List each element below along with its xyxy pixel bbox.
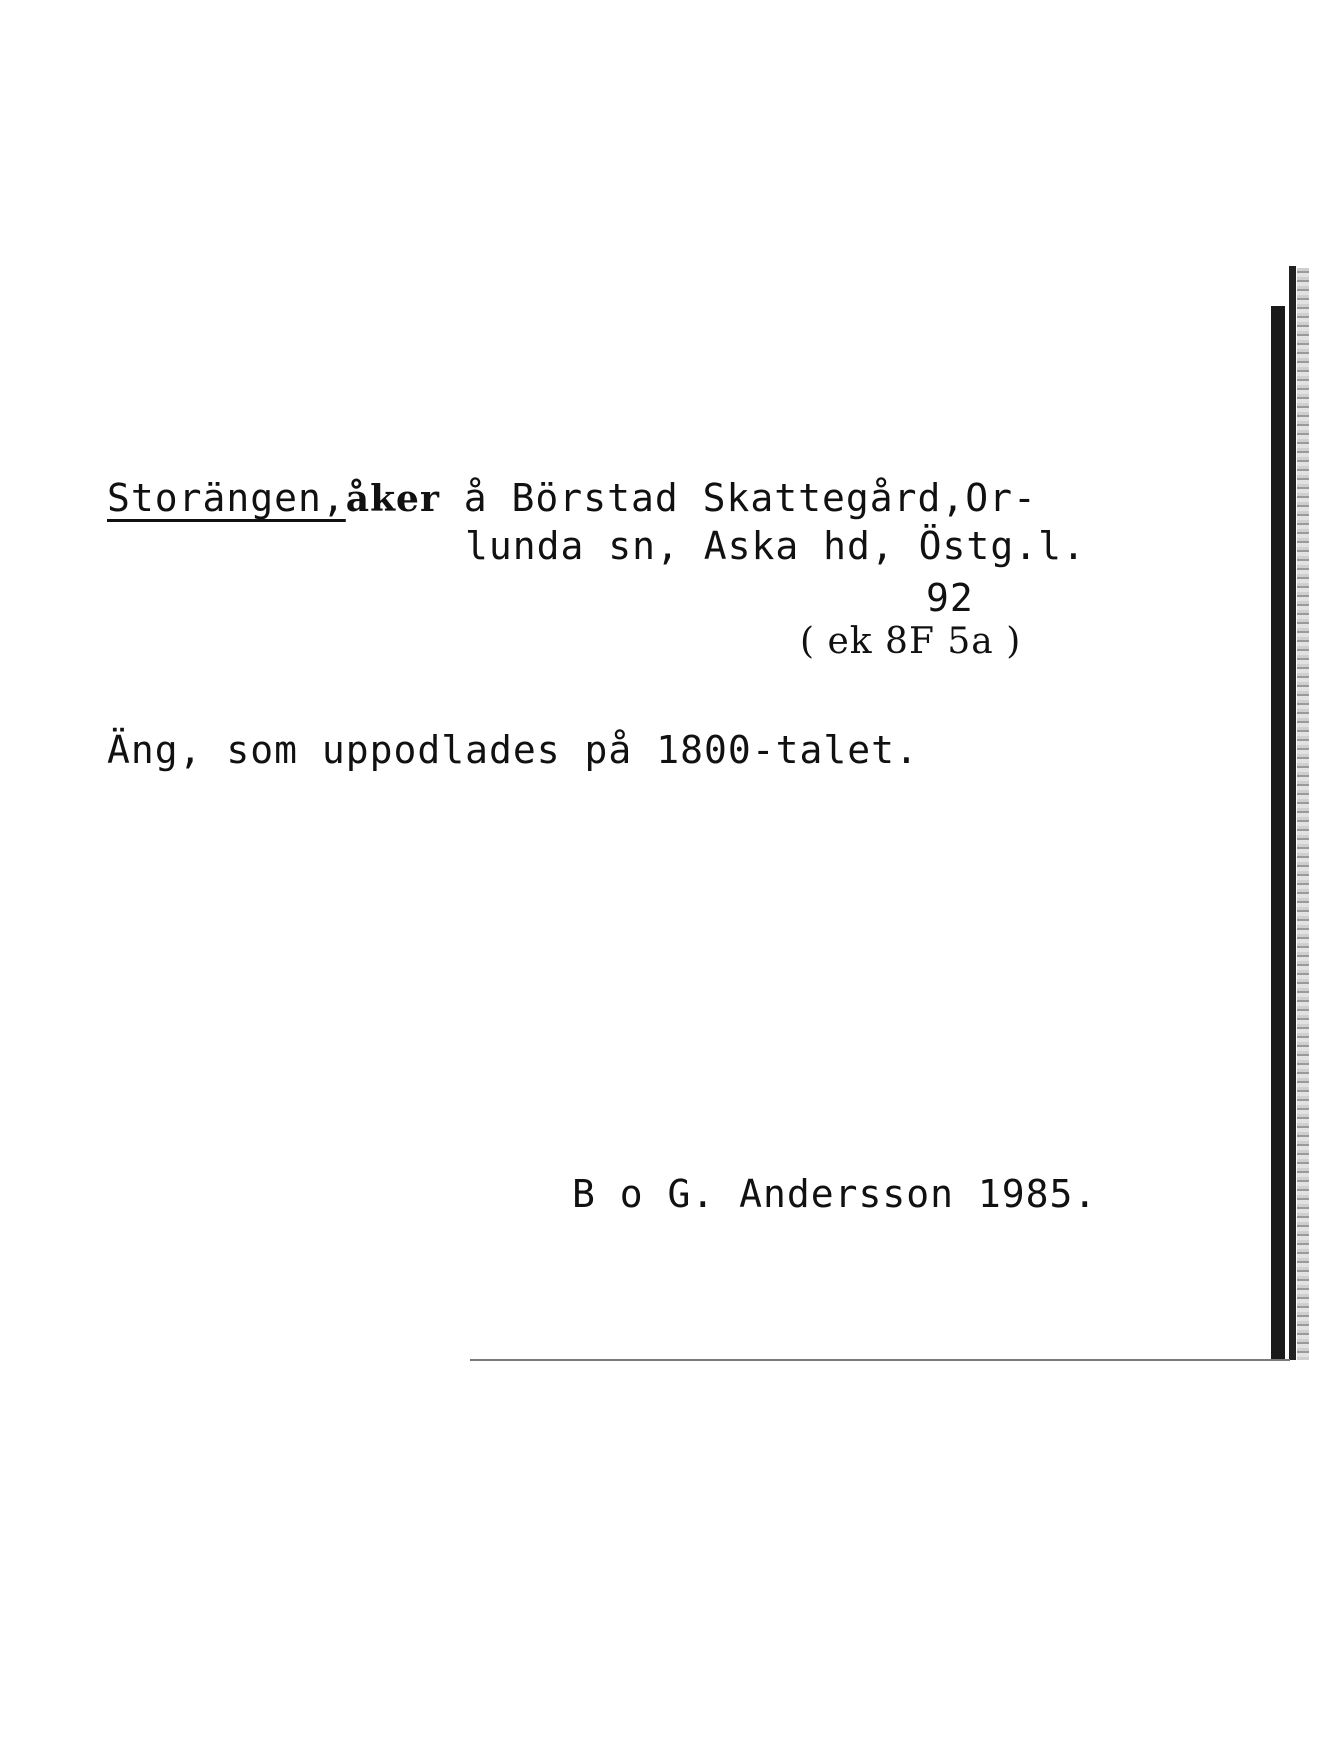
- map-number: 92: [926, 576, 974, 620]
- place-name: Storängen,: [107, 476, 346, 520]
- card-edge-stripe: [1289, 266, 1296, 1360]
- place-type: åker: [345, 478, 440, 520]
- location-line-1: å Börstad Skattegård,Or-: [439, 476, 1037, 520]
- card-heading: [107, 476, 1037, 521]
- location-line-2: lunda sn, Aska hd, Östg.l.: [465, 524, 1086, 568]
- card-edge-texture: [1297, 268, 1309, 1360]
- card-edge-bar: [1271, 306, 1285, 1360]
- map-reference: ( ek 8F 5a ): [800, 621, 1022, 662]
- card-bottom-edge: [470, 1359, 1290, 1361]
- signature: B o G. Andersson 1985.: [572, 1172, 1098, 1216]
- description: Äng, som uppodlades på 1800-talet.: [107, 728, 919, 772]
